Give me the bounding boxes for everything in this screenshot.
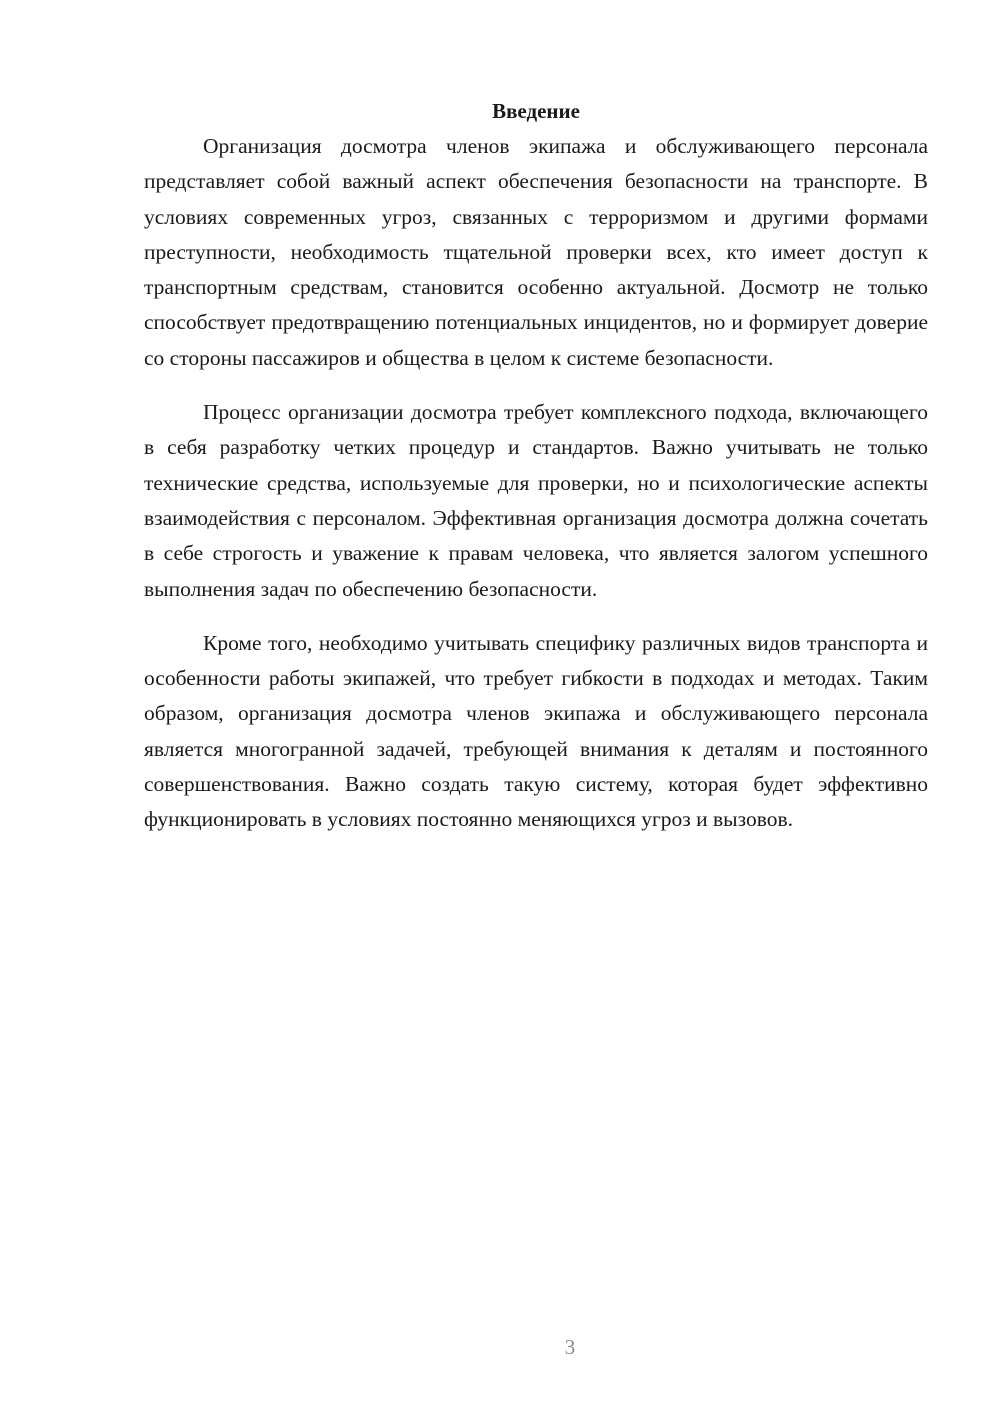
paragraph-3: Кроме того, необходимо учитывать специфику различных видов транспорта и особенности работы экипажей, что требует гибкости в подходах и методах. Таким образом, организация досмотра членов экипажа и обслуживающего персонала является многогранной задачей, требующей внимания к деталям и постоянного совершенствования. Важно создать такую систему, которая будет эффективно функционировать в условиях постоянно меняющихся угроз и вызовов. — [144, 630, 928, 832]
paragraph-2: Процесс организации досмотра требует комплексного подхода, включающего в себя разработку четких процедур и стандартов. Важно учитывать не только технические средства, используемые для проверки, но и психологические аспекты взаимодействия с персоналом. Эффективная организация досмотра должна сочетать в себе строгость и уважение к правам человека, что является залогом успешного выполнения задач по обеспечению безопасности. — [144, 400, 928, 601]
section-title: Введение — [492, 99, 580, 123]
page-number: 3 — [564, 1335, 576, 1359]
page-content — [144, 95, 928, 838]
paragraph-1: Организация досмотра членов экипажа и обслуживающего персонала представляет собой важный аспект обеспечения безопасности на транспорте. В условиях современных угроз, связанных с терроризмом и другими формами преступности, необходимость тщательной проверки всех, кто имеет доступ к транспортным средствам, становится особенно актуальной. Досмотр не только способствует предотвращению потенциальных инцидентов, но и формирует доверие со стороны пассажиров и общества в целом к системе безопасности. — [144, 134, 928, 370]
